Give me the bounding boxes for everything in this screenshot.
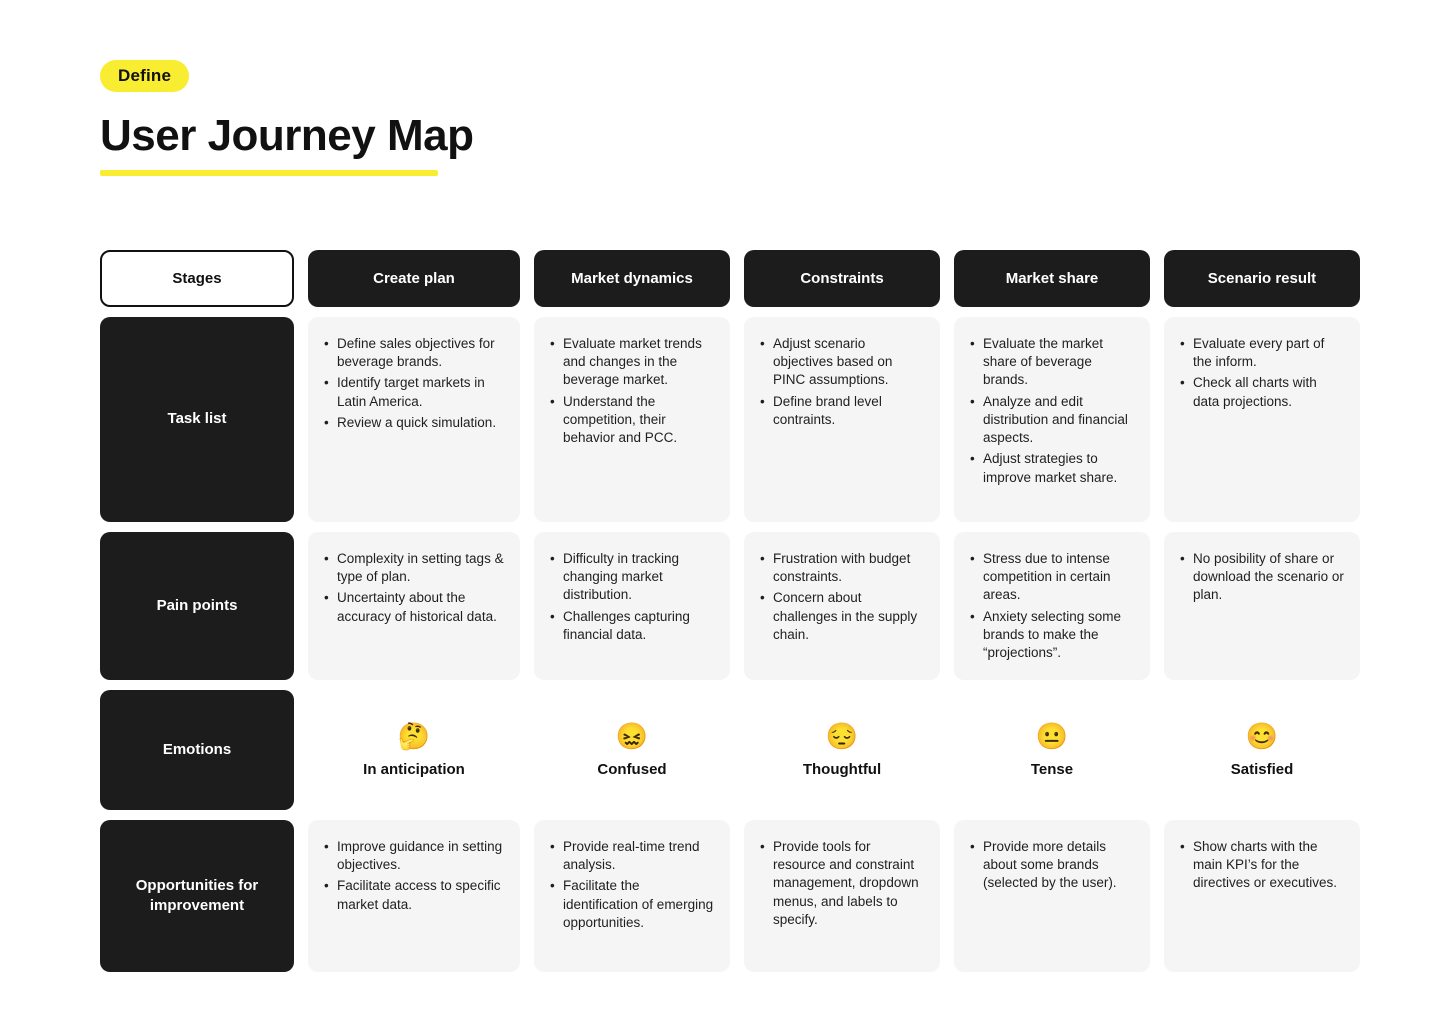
column-header-constraints: Constraints: [744, 250, 940, 307]
list-item: • Evaluate the market share of beverage brands.: [968, 335, 1134, 390]
cell-opportunities-market-share: [954, 820, 1150, 972]
column-header-market-share: Market share: [954, 250, 1150, 307]
confounded-face-emoji: 😖: [615, 720, 649, 751]
row-label-opportunities-for-improvement: Opportunities for improvement: [100, 820, 294, 972]
list-item: • Improve guidance in setting objectives.: [322, 838, 504, 874]
column-header-create-plan: Create plan: [308, 250, 520, 307]
list-item: • Evaluate every part of the inform.: [1178, 335, 1344, 371]
column-header-stages: Stages: [100, 250, 294, 307]
smiling-face-emoji: 😊: [1245, 720, 1279, 751]
list-item: • Define brand level contraints.: [758, 393, 924, 429]
list-item: • Adjust strategies to improve market share.: [968, 450, 1134, 486]
emotion-label: Tense: [1030, 760, 1074, 778]
cell-task-list-create-plan: [308, 317, 520, 522]
list-item: • Provide tools for resource and constraint management, dropdown menus, and labels to specify.: [758, 838, 924, 929]
cell-opportunities-market-dynamics: [534, 820, 730, 972]
row-label-pain-points: Pain points: [100, 532, 294, 680]
cell-task-list-scenario-result: [1164, 317, 1360, 522]
emotion-label: Satisfied: [1230, 760, 1294, 778]
list-item: • Anxiety selecting some brands to make the “projections”.: [968, 608, 1134, 663]
list-item: • Uncertainty about the accuracy of historical data.: [322, 589, 504, 625]
page-header: [100, 60, 473, 176]
phase-badge: Define: [100, 60, 189, 92]
column-header-market-dynamics: Market dynamics: [534, 250, 730, 307]
emotion-label: In anticipation: [363, 760, 465, 778]
list-item: • Understand the competition, their behavior and PCC.: [548, 393, 714, 448]
cell-task-list-market-share: [954, 317, 1150, 522]
list-item: • Adjust scenario objectives based on PINC assumptions.: [758, 335, 924, 390]
list-item: • Facilitate the identification of emerging opportunities.: [548, 877, 714, 932]
pensive-face-emoji: 😔: [825, 720, 859, 751]
list-item: • Frustration with budget constraints.: [758, 550, 924, 586]
list-item: • Show charts with the main KPI’s for the directives or executives.: [1178, 838, 1344, 893]
list-item: • Identify target markets in Latin America.: [322, 374, 504, 410]
cell-pain-points-scenario-result: [1164, 532, 1360, 680]
list-item: • Evaluate market trends and changes in the beverage market.: [548, 335, 714, 390]
list-item: • Provide real-time trend analysis.: [548, 838, 714, 874]
list-item: • Challenges capturing financial data.: [548, 608, 714, 644]
cell-emotion-market-share: [954, 690, 1150, 810]
column-header-scenario-result: Scenario result: [1164, 250, 1360, 307]
cell-pain-points-create-plan: [308, 532, 520, 680]
list-item: • Complexity in setting tags & type of plan.: [322, 550, 504, 586]
thinking-face-emoji: 🤔: [397, 720, 431, 751]
page-title: User Journey Map: [100, 111, 474, 160]
list-item: • Review a quick simulation.: [322, 414, 504, 432]
list-item: • Difficulty in tracking changing market distribution.: [548, 550, 714, 605]
cell-emotion-scenario-result: [1164, 690, 1360, 810]
list-item: • Provide more details about some brands (selected by the user).: [968, 838, 1134, 893]
cell-opportunities-scenario-result: [1164, 820, 1360, 972]
neutral-face-emoji: 😐: [1035, 720, 1069, 751]
cell-task-list-market-dynamics: [534, 317, 730, 522]
journey-map-grid: [100, 250, 1360, 972]
cell-opportunities-constraints: [744, 820, 940, 972]
list-item: • Stress due to intense competition in certain areas.: [968, 550, 1134, 605]
cell-pain-points-market-dynamics: [534, 532, 730, 680]
row-label-task-list: Task list: [100, 317, 294, 522]
emotion-label: Thoughtful: [802, 760, 882, 778]
list-item: • Facilitate access to specific market data.: [322, 877, 504, 913]
title-underline: [100, 170, 438, 176]
cell-emotion-market-dynamics: [534, 690, 730, 810]
list-item: • Define sales objectives for beverage brands.: [322, 335, 504, 371]
list-item: • Concern about challenges in the supply chain.: [758, 589, 924, 644]
cell-emotion-constraints: [744, 690, 940, 810]
cell-pain-points-constraints: [744, 532, 940, 680]
cell-pain-points-market-share: [954, 532, 1150, 680]
cell-task-list-constraints: [744, 317, 940, 522]
emotion-label: Confused: [597, 760, 667, 778]
cell-opportunities-create-plan: [308, 820, 520, 972]
cell-emotion-create-plan: [308, 690, 520, 810]
list-item: • No posibility of share or download the scenario or plan.: [1178, 550, 1344, 605]
list-item: • Analyze and edit distribution and financial aspects.: [968, 393, 1134, 448]
list-item: • Check all charts with data projections.: [1178, 374, 1344, 410]
row-label-emotions: Emotions: [100, 690, 294, 810]
